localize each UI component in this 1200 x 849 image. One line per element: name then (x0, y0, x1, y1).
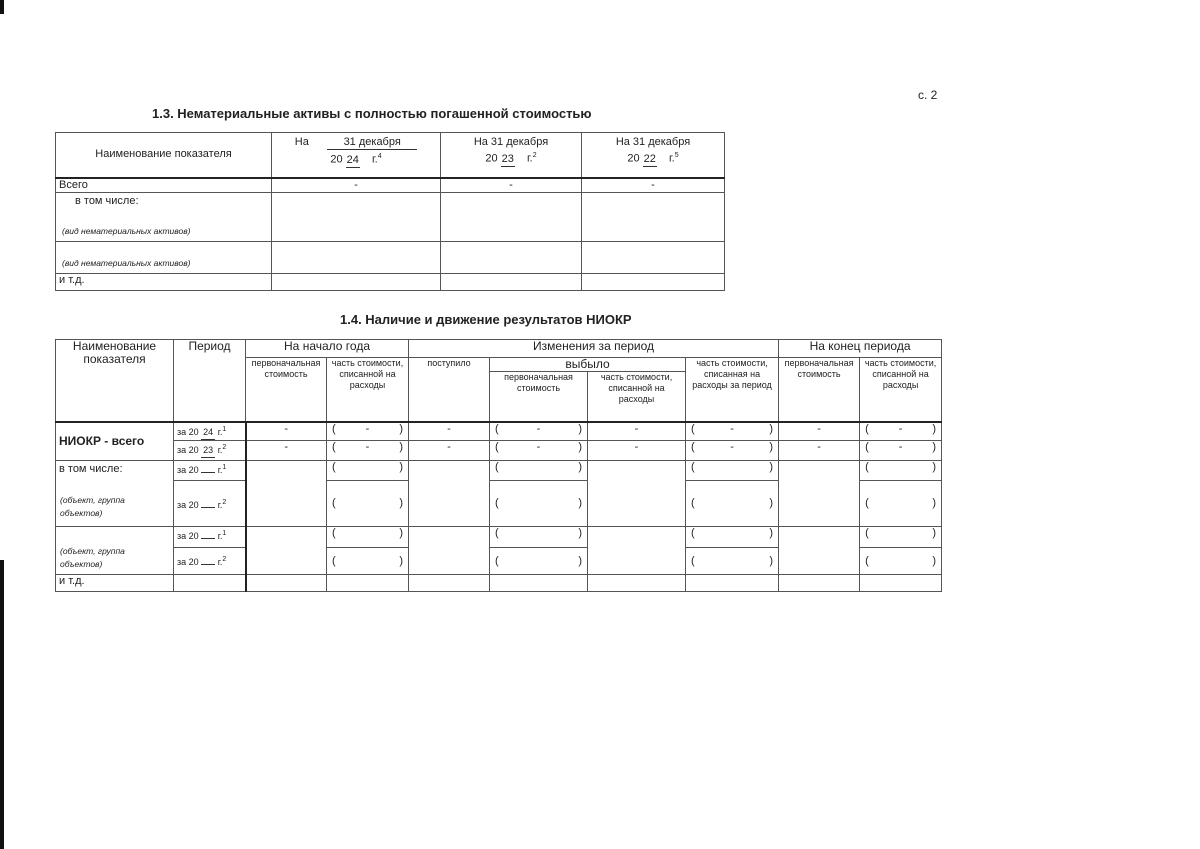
hdr-period: Период (174, 340, 246, 422)
total-2022: - (582, 178, 725, 193)
g2p2-start-expensed: ( ) (327, 548, 409, 575)
g1-disposed-expensed (588, 461, 686, 527)
section-13-table (55, 132, 725, 291)
g2-received (409, 527, 490, 575)
etc-c5 (588, 575, 686, 592)
g1p2-start-expensed: ( ) (327, 481, 409, 527)
v-end-expensed-2024: ( - ) (860, 422, 942, 441)
kind-2-2023 (441, 241, 582, 273)
kind-1-2023 (441, 192, 582, 241)
group2-cell (56, 527, 174, 575)
etc-2024 (272, 273, 441, 290)
etc-label: и т.д. (56, 273, 272, 290)
scan-edge-top (0, 0, 4, 14)
kind-1-2022 (582, 192, 725, 241)
v-disposed-expensed-2024: - (588, 422, 686, 441)
hdr-received: поступило (409, 358, 490, 422)
kind-1-cell (56, 192, 272, 241)
etc-c1 (246, 575, 327, 592)
group1-period1: за 20 г.$^1$ (174, 461, 246, 481)
g1p1-start-expensed: ( ) (327, 461, 409, 481)
etc-c2 (327, 575, 409, 592)
kind-1-2024 (272, 192, 441, 241)
v-end-initial-2024: - (779, 422, 860, 441)
g2-start-initial (246, 527, 327, 575)
total-2024: - (272, 178, 441, 193)
v-end-initial-2023: - (779, 441, 860, 461)
row-total-label: Всего (56, 178, 272, 193)
row-kind-1 (56, 192, 725, 241)
row-group1-period1 (56, 461, 942, 481)
kind-2-label: (вид нематериальных активов) (62, 257, 191, 268)
row-kind-2 (56, 241, 725, 273)
v-disposed-initial-2023: ( - ) (490, 441, 588, 461)
g2p1-start-expensed: ( ) (327, 527, 409, 548)
v-expensed-period-2024: ( - ) (686, 422, 779, 441)
hdr-changes: Изменения за период (409, 340, 779, 358)
hdr-disposed: выбыло (490, 358, 686, 372)
etc-c7 (779, 575, 860, 592)
g2p1-end-expensed: ( ) (860, 527, 942, 548)
g2-end-initial (779, 527, 860, 575)
v-expensed-period-2023: ( - ) (686, 441, 779, 461)
object-group-1-label: (объект, группа объектов) (60, 495, 125, 518)
row-group2-period1 (56, 527, 942, 548)
group2-period2: за 20 г.$^2$ (174, 548, 246, 575)
page-number: с. 2 (918, 88, 938, 102)
g1-received (409, 461, 490, 527)
niokr-total-label: НИОКР - всего (56, 422, 174, 461)
v-start-initial-2024: - (246, 422, 327, 441)
row-niokr-2024 (56, 422, 942, 441)
etc-2023 (441, 273, 582, 290)
section-14-table (55, 339, 942, 592)
g1p1-end-expensed: ( ) (860, 461, 942, 481)
g2p2-disposed-initial: ( ) (490, 548, 588, 575)
etc-label-14: и т.д. (56, 575, 174, 592)
kind-1-label: (вид нематериальных активов) (62, 225, 191, 236)
g1p2-end-expensed: ( ) (860, 481, 942, 527)
hdr-disposed-expensed: часть стоимости, списанной на расходы (588, 372, 686, 422)
g2-disposed-expensed (588, 527, 686, 575)
hdr-start: На начало года (246, 340, 409, 358)
v-received-2023: - (409, 441, 490, 461)
g1p2-expensed-period: ( ) (686, 481, 779, 527)
row-total (56, 178, 725, 193)
v-received-2024: - (409, 422, 490, 441)
hdr-start-expensed: часть стоимости, списанной на расходы (327, 358, 409, 422)
group1-period2: за 20 г.$^2$ (174, 481, 246, 527)
etc-c4 (490, 575, 588, 592)
v-disposed-initial-2024: ( - ) (490, 422, 588, 441)
etc-2022 (582, 273, 725, 290)
v-start-expensed-2024: ( - ) (327, 422, 409, 441)
hdr-end-initial: первоначальная стоимость (779, 358, 860, 422)
hdr-end: На конец периода (779, 340, 942, 358)
header-col1: На 31 декабря 20 24 г.$^4$ (272, 133, 441, 178)
group1-cell (56, 461, 174, 527)
header-name: Наименование показателя (56, 133, 272, 178)
kind-2-2022 (582, 241, 725, 273)
g1p1-disposed-initial: ( ) (490, 461, 588, 481)
object-group-2-label: (объект, группа объектов) (60, 546, 125, 569)
including-label: в том числе: (75, 194, 139, 207)
g1-end-initial (779, 461, 860, 527)
etc-c6 (686, 575, 779, 592)
hdr-end-expensed: часть стоимости, списанной на расходы (860, 358, 942, 422)
etc-c8 (860, 575, 942, 592)
g2p2-end-expensed: ( ) (860, 548, 942, 575)
etc-c3 (409, 575, 490, 592)
scan-edge-left (0, 560, 4, 849)
row-etc-14 (56, 575, 942, 592)
header-col3: На 31 декабря 20 22 г.$^5$ (582, 133, 725, 178)
kind-2-cell (56, 241, 272, 273)
kind-2-2024 (272, 241, 441, 273)
hdr-name: Наименование показателя (56, 340, 174, 422)
period-2023: за 20 23 г.$^2$ (174, 441, 246, 461)
g1p1-expensed-period: ( ) (686, 461, 779, 481)
v-start-initial-2023: - (246, 441, 327, 461)
hdr-expensed-period: часть стоимости, списанная на расходы за период (686, 358, 779, 422)
etc-period (174, 575, 246, 592)
g2p2-expensed-period: ( ) (686, 548, 779, 575)
row-niokr-2023 (56, 441, 942, 461)
section-13-title: 1.3. Нематериальные активы с полностью погашенной стоимостью (152, 106, 592, 121)
row-etc (56, 273, 725, 290)
g2p1-disposed-initial: ( ) (490, 527, 588, 548)
g2p1-expensed-period: ( ) (686, 527, 779, 548)
hdr-start-initial: первоначальная стоимость (246, 358, 327, 422)
header-col2: На 31 декабря 20 23 г.$^2$ (441, 133, 582, 178)
g1p2-disposed-initial: ( ) (490, 481, 588, 527)
total-2023: - (441, 178, 582, 193)
g1-start-initial (246, 461, 327, 527)
hdr-disposed-initial: первоначальная стоимость (490, 372, 588, 422)
including-label-14: в том числе: (59, 463, 123, 475)
section-14-title: 1.4. Наличие и движение результатов НИОКР (340, 312, 632, 327)
v-disposed-expensed-2023: - (588, 441, 686, 461)
group2-period1: за 20 г.$^1$ (174, 527, 246, 548)
v-start-expensed-2023: ( - ) (327, 441, 409, 461)
period-2024: за 20 24 г.$^1$ (174, 422, 246, 441)
v-end-expensed-2023: ( - ) (860, 441, 942, 461)
